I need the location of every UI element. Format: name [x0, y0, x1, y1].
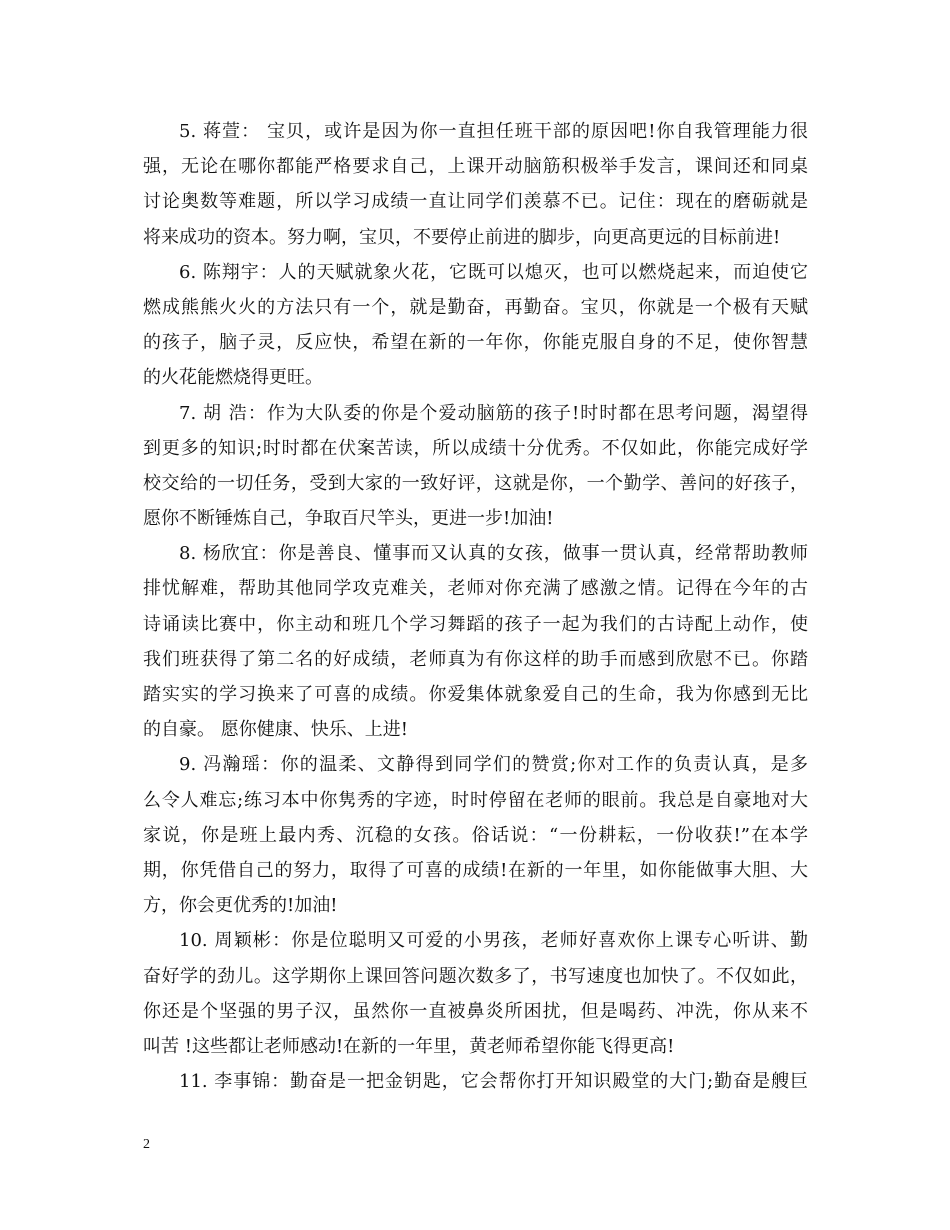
text-line: 8. 杨欣宜：你是善良、懂事而又认真的女孩，做事一贯认真，经常帮助教师: [179, 543, 808, 565]
text-line: 奋好学的劲儿。这学期你上课回答问题次数多了，书写速度也加快了。不仅如此，: [143, 965, 808, 987]
text-line: 的孩子，脑子灵，反应快，希望在新的一年你，你能克服自身的不足，使你智慧: [143, 332, 808, 354]
text-line: 么令人难忘;练习本中你隽秀的字迹，时时停留在老师的眼前。我总是自豪地对大: [143, 789, 808, 811]
text-line: 强，无论在哪你都能严格要求自己，上课开动脑筋积极举手发言，课间还和同桌: [143, 156, 808, 178]
text-line: 讨论奥数等难题，所以学习成绩一直让同学们羡慕不已。记住：现在的磨砺就是: [143, 191, 808, 213]
text-line: 叫苦 !这些都让老师感动!在新的一年里，黄老师希望你能飞得更高!: [143, 1035, 675, 1057]
text-line: 校交给的一切任务，受到大家的一致好评，这就是你，一个勤学、善问的好孩子，: [143, 472, 808, 494]
text-line: 将来成功的资本。努力啊，宝贝，不要停止前进的脚步，向更高更远的目标前进!: [143, 226, 781, 248]
text-line: 6. 陈翔宇：人的天赋就象火花，它既可以熄灭，也可以燃烧起来，而迫使它: [179, 261, 808, 283]
text-line: 燃成熊熊火火的方法只有一个，就是勤奋，再勤奋。宝贝，你就是一个极有天赋: [143, 296, 808, 318]
text-line: 7. 胡 浩：作为大队委的你是个爱动脑筋的孩子!时时都在思考问题，渴望得: [179, 402, 808, 424]
text-line: 到更多的知识;时时都在伏案苦读，所以成绩十分优秀。不仅如此，你能完成好学: [143, 437, 808, 459]
text-line: 期，你凭借自己的努力，取得了可喜的成绩!在新的一年里，如你能做事大胆、大: [143, 859, 808, 881]
document-body: [143, 114, 808, 1099]
text-line: 你还是个坚强的男子汉，虽然你一直被鼻炎所困扰，但是喝药、冲洗，你从来不: [143, 1000, 808, 1022]
text-line: 诗诵读比赛中，你主动和班几个学习舞蹈的孩子一起为我们的古诗配上动作，使: [143, 613, 808, 635]
text-line: 踏实实的学习换来了可喜的成绩。你爱集体就象爱自己的生命，我为你感到无比: [143, 684, 808, 705]
text-line: 的火花能燃烧得更旺。: [143, 367, 323, 389]
text-line: 10. 周颖彬：你是位聪明又可爱的小男孩，老师好喜欢你上课专心听讲、勤: [179, 930, 808, 952]
page-number: 2: [143, 1137, 150, 1152]
text-line: 家说，你是班上最内秀、沉稳的女孩。俗话说：“一份耕耘，一份收获!”在本学: [143, 824, 808, 846]
text-line: 9. 冯瀚瑶：你的温柔、文静得到同学们的赞赏;你对工作的负责认真，是多: [179, 754, 808, 776]
text-line: 5. 蒋萱： 宝贝，或许是因为你一直担任班干部的原因吧!你自我管理能力很: [179, 121, 808, 142]
text-line: 的自豪。 愿你健康、快乐、上进!: [143, 719, 408, 741]
text-line: 排忧解难，帮助其他同学攻克难关，老师对你充满了感激之情。记得在今年的古: [143, 578, 808, 600]
text-line: 方，你会更优秀的!加油!: [143, 895, 338, 917]
text-line: 我们班获得了第二名的好成绩，老师真为有你这样的助手而感到欣慰不已。你踏: [143, 648, 808, 670]
text-line: 愿你不断锤炼自己，争取百尺竿头，更进一步!加油!: [143, 508, 554, 530]
text-line: 11. 李事锦：勤奋是一把金钥匙，它会帮你打开知识殿堂的大门;勤奋是艘巨: [179, 1071, 808, 1093]
